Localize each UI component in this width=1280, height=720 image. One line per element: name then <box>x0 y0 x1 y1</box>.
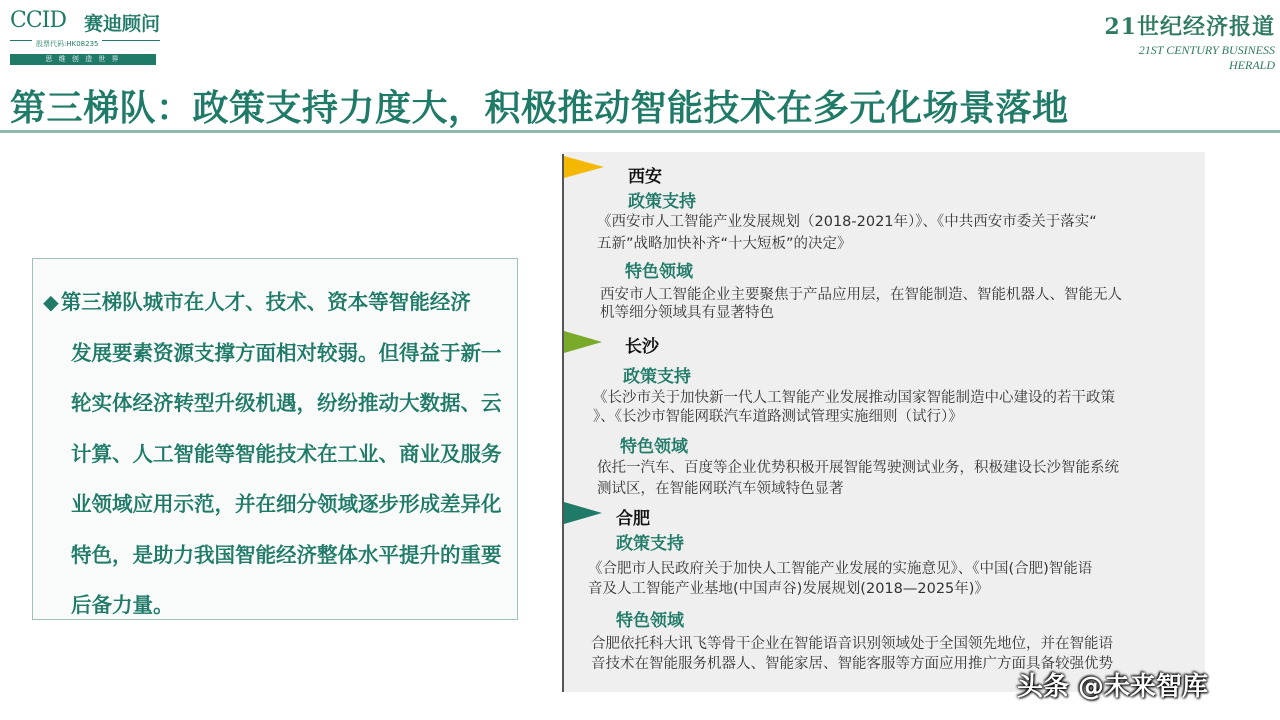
xian-policy-heading: 政策支持 <box>628 192 696 212</box>
ccid-logo <box>10 8 160 64</box>
ccid-logo-mark: CCID <box>10 8 66 33</box>
timeline-line <box>562 154 564 692</box>
summary-box <box>32 258 518 620</box>
xian-feature-line: 西安市人工智能企业主要聚焦于产品应用层，在智能制造、智能机器人、智能无人 <box>600 287 1122 303</box>
hefei-flag-icon <box>564 502 602 524</box>
herald-logo-english: 21ST CENTURY BUSINESS HERALD <box>1138 43 1275 72</box>
ccid-logo-name: 赛迪顾问 <box>84 13 161 35</box>
changsha-feature-line: 依托一汽车、百度等企业优势积极开展智能驾驶测试业务，积极建设长沙智能系统 <box>597 460 1119 476</box>
changsha-policy-line: 》、《长沙市智能网联汽车道路测试管理实施细则（试行）》 <box>593 409 963 425</box>
title-divider <box>0 130 1280 133</box>
xian-flag-icon <box>564 156 604 178</box>
hefei-policy-heading: 政策支持 <box>616 534 684 554</box>
summary-line: 特色，是助力我国智能经济整体水平提升的重要 <box>71 542 502 567</box>
stock-code: 股票代码:HK08235 <box>32 39 102 49</box>
herald-logo-name: 21世纪经济报道 <box>1104 14 1275 40</box>
hefei-feature-line: 音技术在智能服务机器人、智能家居、智能客服等方面应用推广方面具备较强优势 <box>591 656 1113 672</box>
summary-line: ◆第三梯队城市在人才、技术、资本等智能经济 <box>43 290 471 314</box>
summary-line: 发展要素资源支撑方面相对较弱。但得益于新一 <box>71 340 502 365</box>
xian-policy-line: 《西安市人工智能产业发展规划（2018-2021年）》、《中共西安市委关于落实“ <box>597 214 1097 230</box>
city-name-hefei: 合肥 <box>616 509 650 529</box>
hefei-feature-line: 合肥依托科大讯飞等骨干企业在智能语音识别领域处于全国领先地位，并在智能语 <box>591 636 1113 652</box>
summary-line: 计算、人工智能等智能技术在工业、商业及服务 <box>71 441 502 466</box>
city-name-changsha: 长沙 <box>625 337 659 357</box>
hefei-policy-line: 《合肥市人民政府关于加快人工智能产业发展的实施意见》、《中国(合肥)智能语 <box>588 561 1093 577</box>
changsha-flag-icon <box>564 331 602 353</box>
xian-feature-line: 机等细分领域具有显著特色 <box>600 305 774 321</box>
logo-slogan: 思 维 创 造 世 界 <box>10 54 156 65</box>
summary-line: 后备力量。 <box>71 593 174 617</box>
diamond-bullet-icon: ◆ <box>43 290 59 314</box>
watermark: 头条 @未来智库 <box>1017 672 1209 702</box>
changsha-feature-heading: 特色领域 <box>620 437 688 457</box>
hefei-feature-heading: 特色领域 <box>616 611 684 631</box>
herald-logo <box>1095 10 1275 72</box>
changsha-feature-line: 测试区，在智能网联汽车领域特色显著 <box>597 481 844 497</box>
summary-text <box>43 277 523 631</box>
xian-feature-heading: 特色领域 <box>625 262 693 282</box>
summary-line: 轮实体经济转型升级机遇，纷纷推动大数据、云 <box>71 391 502 415</box>
changsha-policy-line: 《长沙市关于加快新一代人工智能产业发展推动国家智能制造中心建设的若干政策 <box>593 390 1115 406</box>
hefei-policy-line: 音及人工智能产业基地(中国声谷)发展规划(2018—2025年)》 <box>588 581 989 597</box>
summary-line: 业领域应用示范，并在细分领域逐步形成差异化 <box>71 492 502 516</box>
changsha-policy-heading: 政策支持 <box>623 367 691 387</box>
xian-policy-line: 五新”战略加快补齐“十大短板”的决定》 <box>597 236 852 252</box>
page-title: 第三梯队：政策支持力度大，积极推动智能技术在多元化场景落地 <box>10 88 1069 129</box>
city-name-xian: 西安 <box>628 167 662 187</box>
